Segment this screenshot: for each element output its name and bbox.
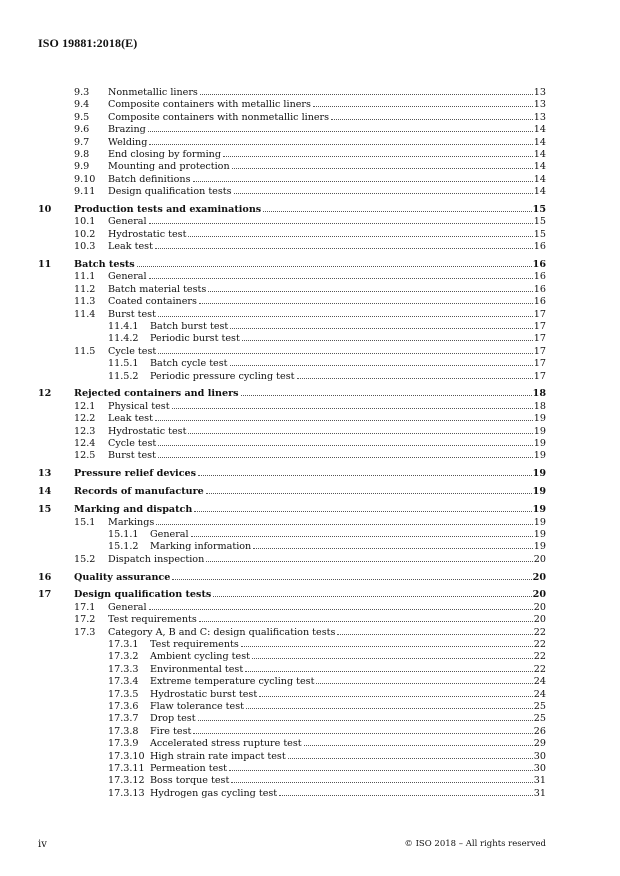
toc-chapter-entry[interactable] [38,486,546,498]
toc-leader-dots [246,708,533,709]
toc-leader-dots [259,696,533,697]
toc-entry[interactable] [38,112,546,124]
toc-entry-page: 16 [533,241,546,253]
toc-entry-number: 11.4.2 [108,333,139,345]
toc-entry-number: 12 [38,388,52,400]
toc-entry-page: 14 [533,148,546,160]
toc-leader-dots [155,420,533,421]
toc-entry[interactable] [38,371,546,383]
toc-entry-title: Design qualification tests [108,186,232,198]
toc-leader-dots [188,433,532,434]
toc-entry-title: Coated containers [108,296,197,308]
toc-entry-number: 10 [38,204,52,216]
toc-leader-dots [149,223,533,224]
toc-leader-dots [172,579,531,580]
toc-entry-title: Composite containers with metallic liners [108,99,311,111]
toc-leader-dots [206,561,533,562]
toc-entry[interactable] [38,541,546,553]
toc-entry-page: 25 [533,713,546,725]
toc-entry-title: Batch burst test [150,321,229,333]
toc-entry-title: Hydrostatic test [108,228,187,240]
toc-leader-dots [137,266,532,267]
toc-entry-title: Accelerated stress rupture test [150,738,302,750]
toc-entry-number: 10.2 [74,228,96,240]
toc-entry-page: 14 [533,136,546,148]
toc-entry[interactable] [38,554,546,566]
toc-entry-page: 20 [533,553,546,565]
toc-leader-dots [234,193,533,194]
toc-entry[interactable] [38,296,546,308]
toc-entry-title: Pressure relief devices [74,468,197,480]
toc-entry-title: Batch definitions [108,173,191,185]
footer-page-number: iv [38,839,47,850]
toc-entry-number: 12.3 [74,425,96,437]
toc-entry-page: 22 [533,663,546,675]
toc-entry-number: 11.4 [74,308,96,320]
toc-entry[interactable] [38,676,546,688]
toc-entry-title: Batch material tests [108,283,207,295]
toc-entry-number: 17.3.13 [108,787,145,799]
toc-entry-page: 16 [533,283,546,295]
toc-entry-page: 26 [533,725,546,737]
toc-entry-page: 16 [532,259,546,271]
toc-entry-number: 9.5 [74,111,90,123]
toc-entry[interactable] [38,124,546,136]
toc-leader-dots [242,340,533,341]
toc-entry-title: Marking information [150,541,252,553]
toc-entry-title: Boss torque test [150,775,230,787]
toc-entry-page: 18 [532,388,546,400]
toc-entry-number: 11.4.1 [108,321,139,333]
toc-entry-page: 22 [533,639,546,651]
toc-entry-title: Leak test [108,413,153,425]
toc-entry-number: 12.1 [74,400,96,412]
toc-leader-dots [297,378,533,379]
toc-entry[interactable] [38,651,546,663]
toc-leader-dots [158,445,533,446]
toc-entry-page: 16 [533,271,546,283]
toc-entry-title: Extreme temperature cycling test [150,676,315,688]
toc-entry-title: Quality assurance [74,571,171,583]
toc-entry-number: 15 [38,504,52,516]
footer-copyright: © ISO 2018 – All rights reserved [404,839,546,849]
toc-entry-number: 15.2 [74,553,96,565]
toc-entry[interactable] [38,639,546,651]
toc-leader-dots [331,119,533,120]
toc-entry-page: 29 [533,738,546,750]
toc-entry-page: 14 [533,186,546,198]
toc-entry-page: 17 [533,333,546,345]
toc-entry-number: 11.5.2 [108,370,139,382]
toc-entry-number: 17.3.11 [108,762,145,774]
toc-leader-dots [230,328,533,329]
toc-entry-page: 17 [533,321,546,333]
document-header: ISO 19881:2018(E) [38,36,138,50]
toc-entry-title: Nonmetallic liners [108,87,198,98]
toc-entry[interactable] [38,738,546,750]
toc-leader-dots [213,596,531,597]
toc-leader-dots [172,408,533,409]
toc-entry-number: 15.1.1 [108,528,139,540]
toc-entry[interactable] [38,186,546,198]
toc-entry-page: 25 [533,700,546,712]
toc-entry-page: 17 [533,345,546,357]
toc-entry-number: 17.3.10 [108,750,145,762]
toc-leader-dots [304,745,533,746]
toc-entry-page: 13 [533,99,546,111]
toc-leader-dots [198,720,533,721]
toc-entry-number: 17.3.1 [108,639,139,651]
page-footer [38,839,546,850]
toc-entry-number: 11.2 [74,283,96,295]
toc-entry-page: 24 [533,688,546,700]
toc-entry-number: 17.3.8 [108,725,139,737]
toc-entry-page: 20 [532,589,546,601]
toc-entry-title: Flaw tolerance test [150,700,244,712]
toc-entry-page: 19 [532,486,546,498]
toc-leader-dots [288,758,533,759]
toc-leader-dots [241,646,533,647]
toc-leader-dots [149,144,532,145]
toc-entry-number: 9.10 [74,173,96,185]
toc-entry-number: 16 [38,571,52,583]
toc-entry[interactable] [38,174,546,186]
toc-entry-page: 19 [533,450,546,462]
toc-entry-number: 12.2 [74,413,96,425]
toc-leader-dots [158,353,533,354]
toc-entry-page: 20 [533,614,546,626]
toc-entry[interactable] [38,333,546,345]
toc-entry-title: General [108,216,147,228]
toc-entry-title: Records of manufacture [74,486,204,498]
toc-entry[interactable] [38,751,546,763]
toc-entry[interactable] [38,713,546,725]
toc-entry[interactable] [38,788,546,800]
toc-entry-number: 17.3.5 [108,688,139,700]
toc-entry[interactable] [38,216,546,228]
toc-entry-title: Brazing [108,124,146,136]
toc-leader-dots [229,770,533,771]
toc-entry-number: 17.2 [74,614,96,626]
toc-entry-number: 17.3 [74,626,96,638]
toc-entry-title: Cycle test [108,438,157,450]
toc-leader-dots [149,609,533,610]
toc-entry-number: 15.1 [74,516,96,528]
toc-entry-page: 30 [533,762,546,774]
toc-leader-dots [199,621,533,622]
toc-entry[interactable] [38,517,546,529]
toc-entry[interactable] [38,438,546,450]
toc-entry-title: Dispatch inspection [108,553,205,565]
toc-entry[interactable] [38,627,546,639]
toc-entry[interactable] [38,346,546,358]
toc-entry-title: Test requirements [150,639,239,651]
toc-leader-dots [230,365,533,366]
toc-entry[interactable] [38,664,546,676]
toc-entry[interactable] [38,775,546,787]
toc-leader-dots [149,278,533,279]
toc-entry-number: 11 [38,259,52,271]
toc-leader-dots [199,303,533,304]
toc-entry[interactable] [38,413,546,425]
toc-entry-title: Burst test [108,308,156,320]
toc-entry-title: General [108,601,147,613]
toc-leader-dots [158,316,533,317]
toc-leader-dots [252,658,533,659]
toc-entry[interactable] [38,161,546,173]
toc-leader-dots [148,131,533,132]
toc-entry-number: 11.5.1 [108,358,139,370]
toc-entry[interactable] [38,763,546,775]
toc-chapter-entry[interactable] [38,204,546,216]
toc-entry-page: 15 [532,204,546,216]
toc-entry-title: Physical test [108,400,170,412]
toc-entry[interactable] [38,241,546,253]
toc-entry-page: 22 [533,651,546,663]
toc-leader-dots [245,671,533,672]
toc-entry-page: 22 [533,626,546,638]
toc-entry-page: 20 [533,601,546,613]
toc-entry-title: Leak test [108,241,153,253]
toc-leader-dots [200,94,533,95]
toc-entry-page: 19 [533,528,546,540]
toc-entry-title: Marking and dispatch [74,504,193,516]
toc-leader-dots [194,511,531,512]
toc-entry-page: 19 [533,425,546,437]
toc-leader-dots [208,291,532,292]
toc-entry-number: 9.9 [74,161,90,173]
toc-entry-page: 19 [533,541,546,553]
toc-entry-title: Markings [108,516,155,528]
toc-entry-title: Mounting and protection [108,161,230,173]
toc-entry-page: 30 [533,750,546,762]
toc-entry-title: General [108,271,147,283]
toc-entry-number: 10.3 [74,241,96,253]
toc-entry[interactable] [38,321,546,333]
toc-entry-number: 12.5 [74,450,96,462]
toc-entry[interactable] [38,426,546,438]
toc-leader-dots [279,795,533,796]
toc-entry[interactable] [38,701,546,713]
toc-entry-title: Hydrostatic test [108,425,187,437]
toc-entry-number: 11.1 [74,271,96,283]
toc-entry-page: 24 [533,676,546,688]
toc-entry-number: 15.1.2 [108,541,139,553]
toc-entry[interactable] [38,137,546,149]
toc-entry[interactable] [38,529,546,541]
toc-entry-number: 17.3.2 [108,651,139,663]
toc-entry-page: 15 [533,228,546,240]
toc-entry-page: 17 [533,308,546,320]
toc-entry-title: Category A, B and C: design qualification tests [108,626,336,638]
toc-entry[interactable] [38,689,546,701]
toc-entry-title: Design qualification tests [74,589,212,601]
toc-entry[interactable] [38,726,546,738]
toc-leader-dots [155,248,533,249]
toc-entry-title: Hydrogen gas cycling test [150,787,278,799]
toc-entry-page: 19 [532,468,546,480]
toc-leader-dots [313,106,533,107]
toc-chapter-entry[interactable] [38,259,546,271]
table-of-contents [38,87,546,800]
toc-entry-page: 17 [533,370,546,382]
toc-entry-page: 19 [533,516,546,528]
toc-entry-page: 20 [532,571,546,583]
toc-entry-page: 15 [533,216,546,228]
toc-entry[interactable] [38,271,546,283]
toc-entry-title: Periodic pressure cycling test [150,370,295,382]
toc-leader-dots [316,683,532,684]
toc-leader-dots [198,475,532,476]
toc-entry-title: End closing by forming [108,148,221,160]
toc-entry-number: 14 [38,486,52,498]
toc-leader-dots [232,168,533,169]
toc-entry-title: Production tests and examinations [74,204,262,216]
toc-leader-dots [337,634,532,635]
toc-entry-title: Burst test [108,450,156,462]
toc-chapter-entry[interactable] [38,468,546,480]
toc-entry-page: 14 [533,161,546,173]
toc-chapter-entry[interactable] [38,504,546,516]
toc-entry-title: Hydrostatic burst test [150,688,258,700]
toc-entry-number: 17.3.9 [108,738,139,750]
toc-entry-page: 16 [533,296,546,308]
toc-entry-title: Test requirements [108,614,197,626]
toc-entry-number: 10.1 [74,216,96,228]
toc-leader-dots [241,395,532,396]
toc-leader-dots [253,548,533,549]
toc-entry-page: 18 [533,400,546,412]
toc-entry-number: 13 [38,468,52,480]
toc-entry-page: 19 [533,438,546,450]
toc-entry-title: Rejected containers and liners [74,388,239,400]
toc-entry-title: General [150,528,189,540]
toc-entry[interactable] [38,450,546,462]
toc-entry-title: Batch tests [74,259,135,271]
toc-entry-number: 17 [38,589,52,601]
toc-entry[interactable] [38,149,546,161]
toc-entry-title: Periodic burst test [150,333,240,345]
toc-leader-dots [193,181,533,182]
toc-entry-number: 11.3 [74,296,96,308]
toc-leader-dots [158,457,533,458]
toc-entry-number: 9.6 [74,124,90,136]
toc-chapter-entry[interactable] [38,388,546,400]
toc-entry[interactable] [38,284,546,296]
toc-entry-number: 12.4 [74,438,96,450]
toc-entry-page: 31 [533,775,546,787]
toc-entry-page: 31 [533,787,546,799]
toc-entry-number: 17.3.4 [108,676,139,688]
toc-entry-title: High strain rate impact test [150,750,286,762]
toc-entry-title: Drop test [150,713,196,725]
toc-entry[interactable] [38,87,546,99]
toc-entry-number: 17.3.12 [108,775,145,787]
toc-entry-page: 14 [533,124,546,136]
toc-entry-number: 9.7 [74,136,90,148]
toc-entry-title: Batch cycle test [150,358,228,370]
toc-leader-dots [263,211,531,212]
toc-entry-page: 19 [533,413,546,425]
toc-entry[interactable] [38,602,546,614]
toc-entry-number: 17.3.7 [108,713,139,725]
toc-entry-page: 14 [533,173,546,185]
toc-entry-title: Permeation test [150,762,228,774]
toc-leader-dots [231,782,532,783]
toc-entry-title: Fire test [150,725,192,737]
toc-entry-number: 17.3.6 [108,700,139,712]
toc-entry[interactable] [38,401,546,413]
toc-leader-dots [188,236,532,237]
toc-entry[interactable] [38,229,546,241]
toc-entry-title: Cycle test [108,345,157,357]
toc-entry-title: Environmental test [150,663,244,675]
toc-leader-dots [223,156,533,157]
toc-entry-number: 9.11 [74,186,96,198]
toc-entry-title: Welding [108,136,148,148]
toc-entry-page: 13 [533,111,546,123]
toc-leader-dots [191,536,533,537]
toc-entry-number: 17.3.3 [108,663,139,675]
toc-entry-number: 9.4 [74,99,90,111]
toc-entry-page: 17 [533,358,546,370]
toc-entry-number: 17.1 [74,601,96,613]
toc-entry[interactable] [38,99,546,111]
toc-leader-dots [206,493,532,494]
toc-entry-page: 13 [533,87,546,98]
toc-entry-title: Ambient cycling test [150,651,250,663]
toc-leader-dots [193,733,532,734]
toc-entry-title: Composite containers with nonmetallic liners [108,111,330,123]
toc-entry[interactable] [38,358,546,370]
toc-entry-page: 19 [532,504,546,516]
toc-chapter-entry[interactable] [38,589,546,601]
toc-entry-number: 9.3 [74,87,90,98]
toc-entry[interactable] [38,309,546,321]
toc-leader-dots [156,524,533,525]
toc-chapter-entry[interactable] [38,572,546,584]
toc-entry-number: 11.5 [74,345,96,357]
toc-entry-number: 9.8 [74,148,90,160]
toc-entry[interactable] [38,614,546,626]
